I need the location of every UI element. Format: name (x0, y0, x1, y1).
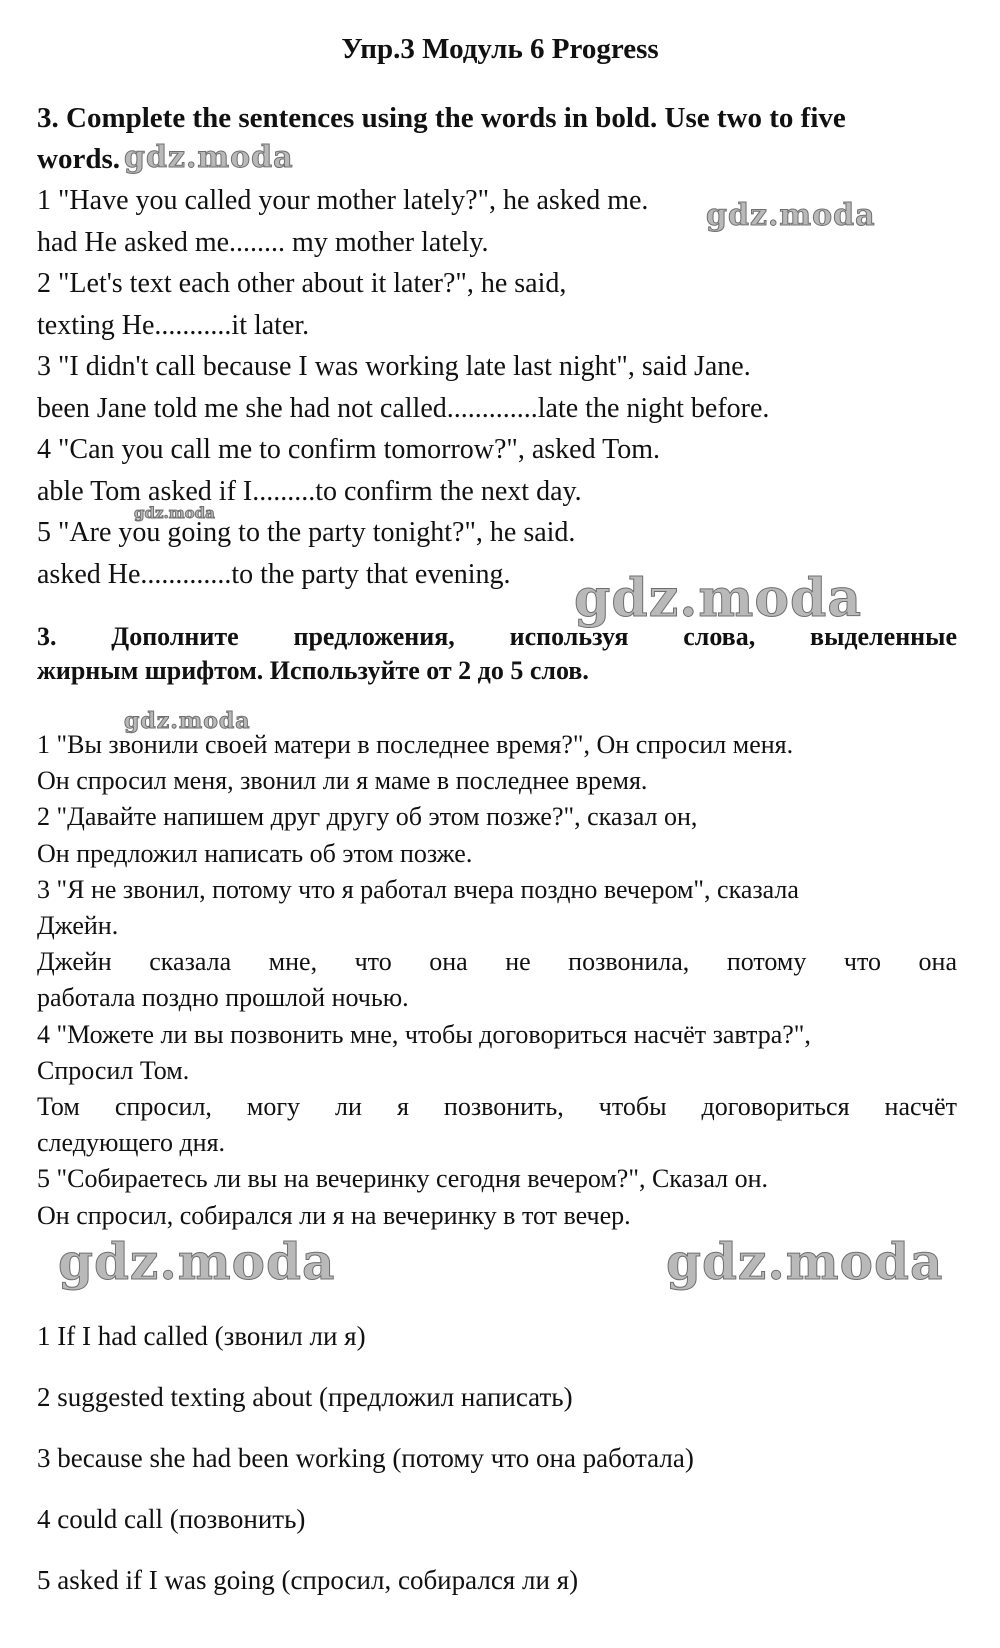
task-heading-en-line: words. (37, 143, 120, 175)
question-3-ru: 3 "Я не звонил, потому что я работал вчера поздно вечером", сказала (37, 874, 799, 904)
task-heading-ru-line: жирным шрифтом. Используйте от 2 до 5 слов. (37, 656, 589, 685)
question-1-ru: 1 "Вы звонили своей матери в последнее время?", Он спросил меня. (37, 730, 794, 759)
watermark: gdz.moda (58, 1232, 336, 1291)
answer-1: 1 If I had called (звонил ли я) (37, 1321, 366, 1351)
task-heading-ru-line: 3. Дополните предложения, используя слова, выделенные (37, 622, 957, 651)
watermark: gdz.moda (124, 140, 294, 175)
question-2-en: 2 "Let's text each other about it later?", he said, (37, 268, 567, 299)
answer-4: 4 could call (позвонить) (37, 1504, 306, 1534)
watermark: gdz.moda (666, 1232, 944, 1291)
question-4-ru: 4 "Можете ли вы позвонить мне, чтобы договориться насчёт завтра?", (37, 1019, 811, 1049)
answer-3: 3 because she had been working (потому что она работала) (37, 1443, 694, 1473)
watermark: gdz.moda (574, 568, 863, 629)
prompt-3-en: been Jane told me she had not called.............late the night before. (37, 392, 770, 424)
question-2-ru: 2 "Давайте напишем друг другу об этом позже?", сказал он, (37, 802, 698, 832)
page-title: Упр.3 Модуль 6 Progress (341, 33, 659, 65)
task-lines-en (37, 180, 937, 595)
translation-3-ru-cont: работала поздно прошлой ночью. (37, 983, 409, 1013)
task-heading-ru (37, 620, 957, 688)
question-4-en: 4 "Can you call me to confirm tomorrow?", asked Tom. (37, 434, 661, 465)
answer-list (37, 1318, 937, 1623)
question-5-en: 5 "Are you going to the party tonight?", he said. (37, 517, 576, 548)
prompt-4-en: able Tom asked if I.........to confirm the next day. (37, 475, 582, 507)
translation-4-ru-cont: следующего дня. (37, 1128, 226, 1158)
answer-2: 2 suggested texting about (предложил написать) (37, 1382, 573, 1412)
watermark: gdz.moda (124, 708, 251, 734)
question-3-en: 3 "I didn't call because I was working late last night", said Jane. (37, 351, 751, 382)
watermark: gdz.moda (706, 198, 876, 233)
watermark: gdz.moda (134, 504, 215, 522)
translation-2-ru: Он предложил написать об этом позже. (37, 838, 473, 868)
translation-1-ru: Он спросил меня, звонил ли я маме в последнее время. (37, 766, 648, 796)
question-1-en: 1 "Have you called your mother lately?", he asked me. (37, 185, 649, 216)
question-3-ru-cont: Джейн. (37, 911, 119, 941)
translation-4-ru: Том спросил, могу ли я позвонить, чтобы договориться насчёт (37, 1092, 957, 1122)
task-heading-en (37, 98, 937, 180)
prompt-2-en: texting He...........it later. (37, 309, 310, 341)
question-5-ru: 5 "Собираетесь ли вы на вечеринку сегодня вечером?", Сказал он. (37, 1164, 768, 1194)
translation-3-ru: Джейн сказала мне, что она не позвонила, потому что она (37, 947, 957, 977)
question-4-ru-cont: Спросил Том. (37, 1055, 190, 1085)
answer-5: 5 asked if I was going (спросил, собирался ли я) (37, 1565, 579, 1595)
prompt-5-en: asked He.............to the party that evening. (37, 558, 511, 590)
prompt-1-en: had He asked me........ my mother lately. (37, 226, 489, 258)
translation-5-ru: Он спросил, собирался ли я на вечеринку в тот вечер. (37, 1200, 631, 1230)
task-lines-ru (37, 727, 957, 1234)
task-heading-en-line: 3. Complete the sentences using the words in bold. Use two to five (37, 102, 846, 134)
